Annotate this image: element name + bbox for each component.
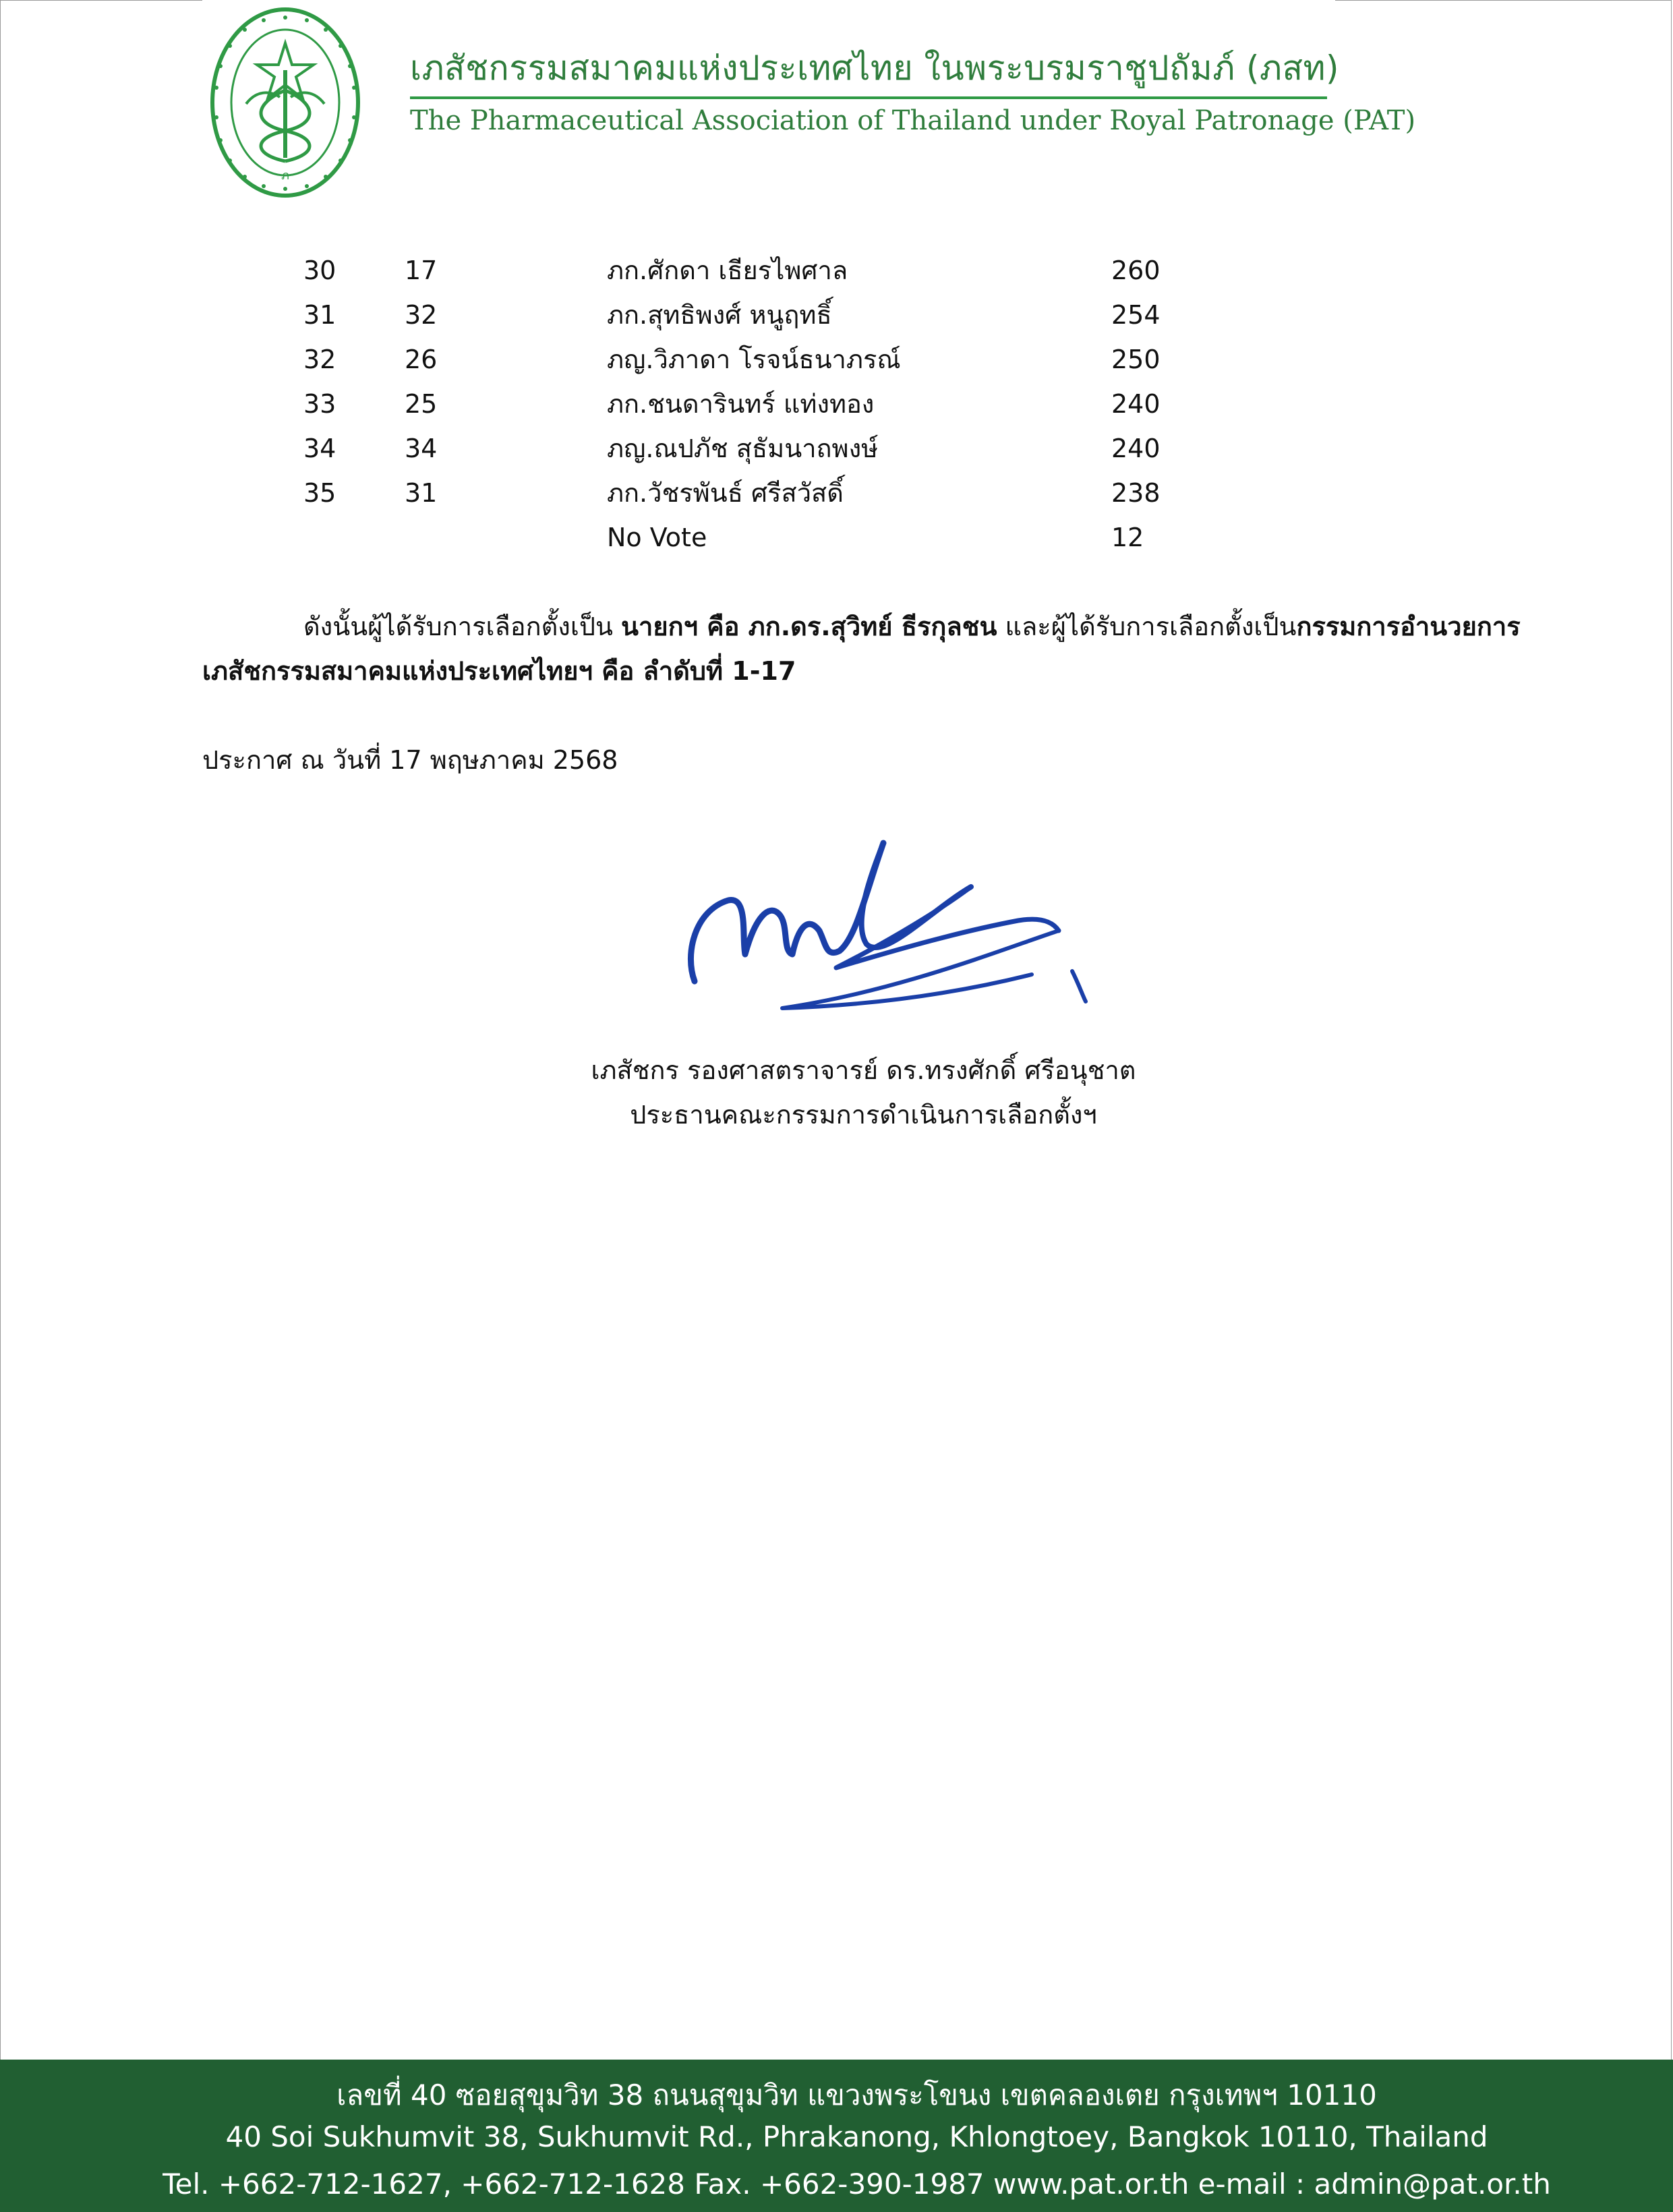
footer — [0, 2060, 1673, 2212]
signer-title: ประธานคณะกรรมการดำเนินการเลือกตั้งฯ — [630, 1100, 1097, 1130]
candidate-number-cell: 17 — [405, 256, 438, 285]
committee-label: กรรมการอำนวยการ — [1296, 612, 1521, 641]
result-row — [0, 382, 1673, 426]
conclusion-line-2 — [202, 649, 1484, 693]
announcement-date: ประกาศ ณ วันที่ 17 พฤษภาคม 2568 — [202, 745, 618, 775]
header-band — [202, 0, 1335, 7]
candidate-number-cell: 31 — [405, 478, 438, 508]
candidate-number-cell: 32 — [405, 300, 438, 330]
rank-cell: 33 — [303, 389, 336, 419]
candidate-number-cell: 25 — [405, 389, 438, 419]
result-row-no-vote — [0, 515, 1673, 560]
header-title-english: The Pharmaceutical Association of Thailand under Royal Patronage (PAT) — [410, 105, 1416, 136]
votes-cell: 240 — [1111, 434, 1161, 463]
candidate-name-cell: ภญ.ณปภัช สุธัมนาถพงษ์ — [607, 434, 879, 463]
votes-cell: 250 — [1111, 345, 1161, 374]
candidate-number-cell: 34 — [405, 434, 438, 463]
rank-cell: 34 — [303, 434, 336, 463]
footer-contact: Tel. +662-712-1627, +662-712-1628 Fax. +662-390-1987 www.pat.or.th e-mail : admin@pat.or.th — [163, 2167, 1551, 2201]
rank-cell: 32 — [303, 345, 336, 374]
committee-elected: เภสัชกรรมสมาคมแห่งประเทศไทยฯ คือ ลำดับที่ 1-17 — [202, 656, 796, 686]
rank-cell: 30 — [303, 256, 336, 285]
header-divider — [410, 96, 1327, 99]
handwritten-signature — [681, 836, 1099, 1018]
conclusion-text: ดังนั้นผู้ได้รับการเลือกตั้งเป็น — [303, 612, 622, 641]
votes-cell: 238 — [1111, 478, 1161, 508]
votes-cell: 260 — [1111, 256, 1161, 285]
candidate-name-cell: No Vote — [607, 523, 707, 552]
votes-cell: 254 — [1111, 300, 1161, 330]
candidate-name-cell: ภก.สุทธิพงศ์ หนูฤทธิ์ — [607, 300, 832, 330]
candidate-name-cell: ภก.วัชรพันธ์ ศรีสวัสดิ์ — [607, 478, 844, 508]
candidate-name-cell: ภก.ชนดารินทร์ แท่งทอง — [607, 389, 875, 419]
svg-text:ภ: ภ — [281, 169, 289, 183]
votes-cell: 12 — [1111, 523, 1144, 552]
rank-cell: 35 — [303, 478, 336, 508]
candidate-number-cell: 26 — [405, 345, 438, 374]
result-row — [0, 293, 1673, 337]
candidate-name-cell: ภก.ศักดา เธียรไพศาล — [607, 256, 848, 285]
result-row — [0, 248, 1673, 293]
result-row — [0, 471, 1673, 515]
result-row — [0, 337, 1673, 382]
president-elected: นายกฯ คือ ภก.ดร.สุวิทย์ ธีรกุลชน — [621, 612, 997, 641]
votes-cell: 240 — [1111, 389, 1161, 419]
conclusion-text: และผู้ได้รับการเลือกตั้งเป็น — [997, 612, 1297, 641]
rank-cell: 31 — [303, 300, 336, 330]
signer-name: เภสัชกร รองศาสตราจารย์ ดร.ทรงศักดิ์ ศรีอนุชาต — [591, 1055, 1136, 1085]
association-logo — [206, 3, 365, 202]
footer-address-thai: เลขที่ 40 ซอยสุขุมวิท 38 ถนนสุขุมวิท แขวงพระโขนง เขตคลองเตย กรุงเทพฯ 10110 — [336, 2078, 1377, 2112]
candidate-name-cell: ภญ.วิภาดา โรจน์ธนาภรณ์ — [607, 345, 901, 374]
result-row — [0, 426, 1673, 471]
footer-address-english: 40 Soi Sukhumvit 38, Sukhumvit Rd., Phrakanong, Khlongtoey, Bangkok 10110, Thailand — [225, 2120, 1488, 2153]
header-title-thai: เภสัชกรรมสมาคมแห่งประเทศไทย ในพระบรมราชูปถัมภ์ (ภสท) — [410, 49, 1339, 88]
conclusion-line-1 — [303, 604, 1585, 649]
